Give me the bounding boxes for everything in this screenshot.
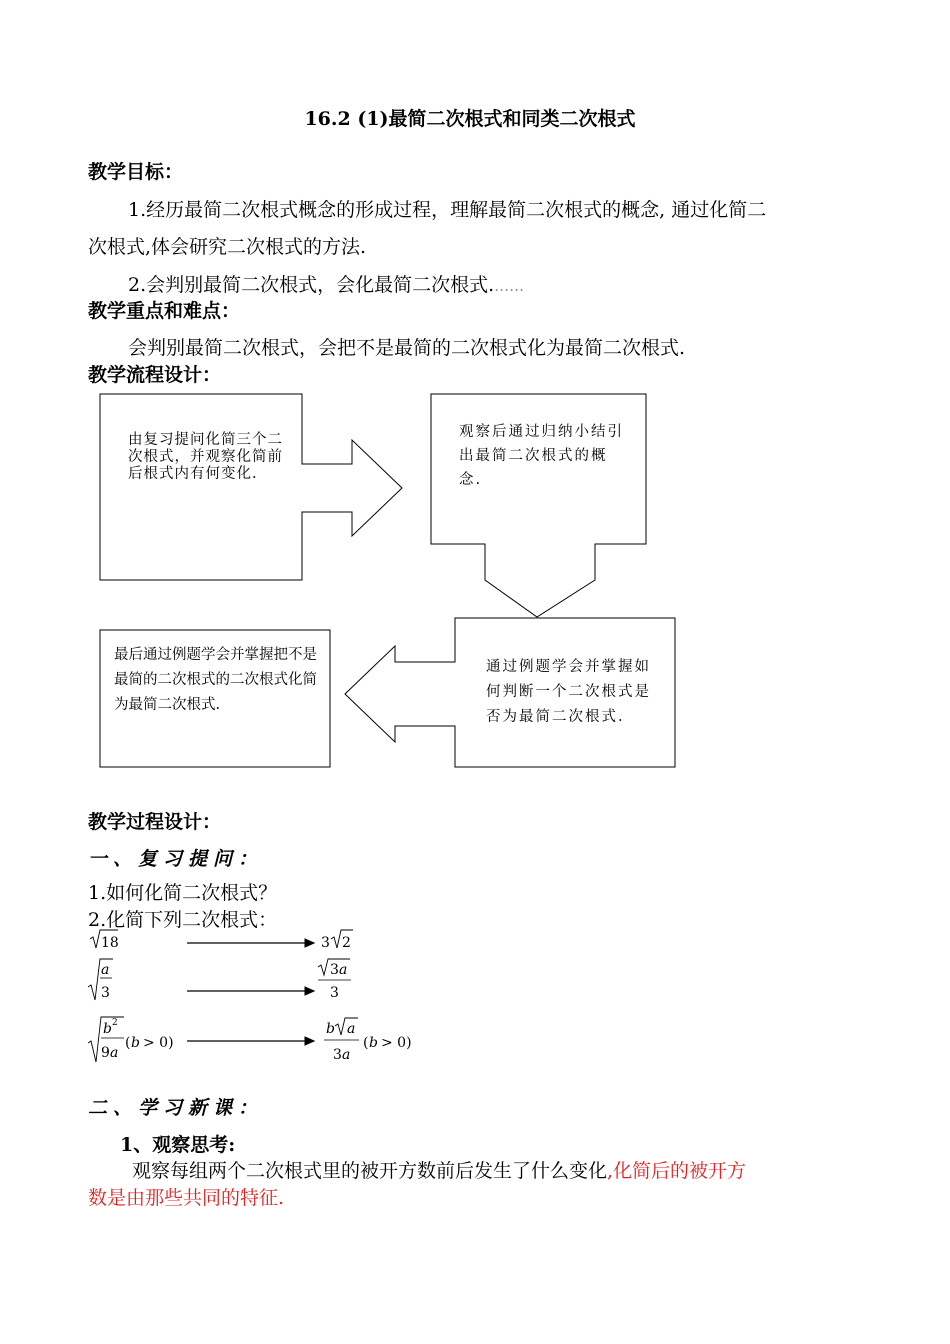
example-1 xyxy=(90,930,353,951)
observe-text-red-1: ,化简后的被开方 xyxy=(607,1160,747,1182)
goal-2-mark: …… xyxy=(494,277,525,295)
svg-text:3: 3 xyxy=(330,962,339,978)
svg-text:> 0): > 0) xyxy=(381,1035,412,1051)
svg-text:b: b xyxy=(103,1021,112,1037)
observe-line-2: 数是由那些共同的特征. xyxy=(88,1187,285,1209)
page-title: 16.2 (1)最简二次根式和同类二次根式 xyxy=(304,108,636,130)
flow-box-1-shape xyxy=(100,394,402,580)
flow-box-2-text: 观察后通过归纳小结引出最简二次根式的概念. xyxy=(459,424,624,488)
process-heading: 教学过程设计： xyxy=(88,811,222,833)
svg-text:a: a xyxy=(110,1045,119,1061)
svg-text:a: a xyxy=(101,962,110,978)
observe-line-1 xyxy=(132,1156,746,1183)
svg-text:3: 3 xyxy=(333,1047,342,1063)
svg-text:b: b xyxy=(326,1021,335,1037)
svg-text:a: a xyxy=(342,1047,351,1063)
goal-1-line-1: 1.经历最简二次根式概念的形成过程，理解最简二次根式的概念, 通过化简二 xyxy=(128,199,767,221)
flow-box-1-text: 由复习提问化简三个二次根式，并观察化简前后根式内有何变化. xyxy=(128,432,283,482)
question-2: 2.化简下列二次根式： xyxy=(88,909,278,931)
svg-text:(: ( xyxy=(363,1035,369,1051)
section-2-heading: 二、学习新课： xyxy=(88,1097,264,1119)
flow-box-3-text: 通过例题学会并掌握如何判断一个二次根式是否为最简二次根式. xyxy=(486,659,651,725)
observe-text-black: 观察每组两个二次根式里的被开方数前后发生了什么变化 xyxy=(132,1160,608,1182)
svg-text:3: 3 xyxy=(330,985,339,1001)
goal-2-text: 2.会判别最简二次根式，会化最简二次根式. xyxy=(128,274,495,296)
question-1: 1.如何化简二次根式？ xyxy=(88,882,278,904)
sub-heading-observe: 1、观察思考: xyxy=(120,1134,236,1156)
svg-text:2: 2 xyxy=(112,1018,118,1028)
svg-text:2: 2 xyxy=(342,935,351,951)
key-points-heading: 教学重点和难点： xyxy=(88,300,241,322)
svg-text:18: 18 xyxy=(101,935,119,951)
svg-text:a: a xyxy=(339,962,348,978)
flow-box-4-text: 最后通过例题学会并掌握把不是最简的二次根式的二次根式化简为最简二次根式. xyxy=(114,647,317,713)
key-points-text: 会判别最简二次根式，会把不是最简的二次根式化为最简二次根式. xyxy=(128,337,686,359)
svg-text:a: a xyxy=(347,1021,356,1037)
svg-text:9: 9 xyxy=(101,1045,110,1061)
svg-text:3: 3 xyxy=(321,935,330,951)
goals-heading: 教学目标： xyxy=(88,161,184,183)
goal-1-line-2: 次根式,体会研究二次根式的方法. xyxy=(88,236,367,258)
svg-text:> 0): > 0) xyxy=(143,1035,174,1051)
svg-text:b: b xyxy=(369,1035,378,1051)
example-3 xyxy=(88,1017,412,1063)
svg-text:3: 3 xyxy=(101,985,110,1001)
svg-text:b: b xyxy=(131,1035,140,1051)
simplify-examples xyxy=(0,925,950,1075)
svg-text:(: ( xyxy=(125,1035,131,1051)
section-1-heading: 一、复习提问： xyxy=(88,848,264,870)
flow-heading: 教学流程设计： xyxy=(88,364,222,386)
example-2 xyxy=(88,959,351,1001)
